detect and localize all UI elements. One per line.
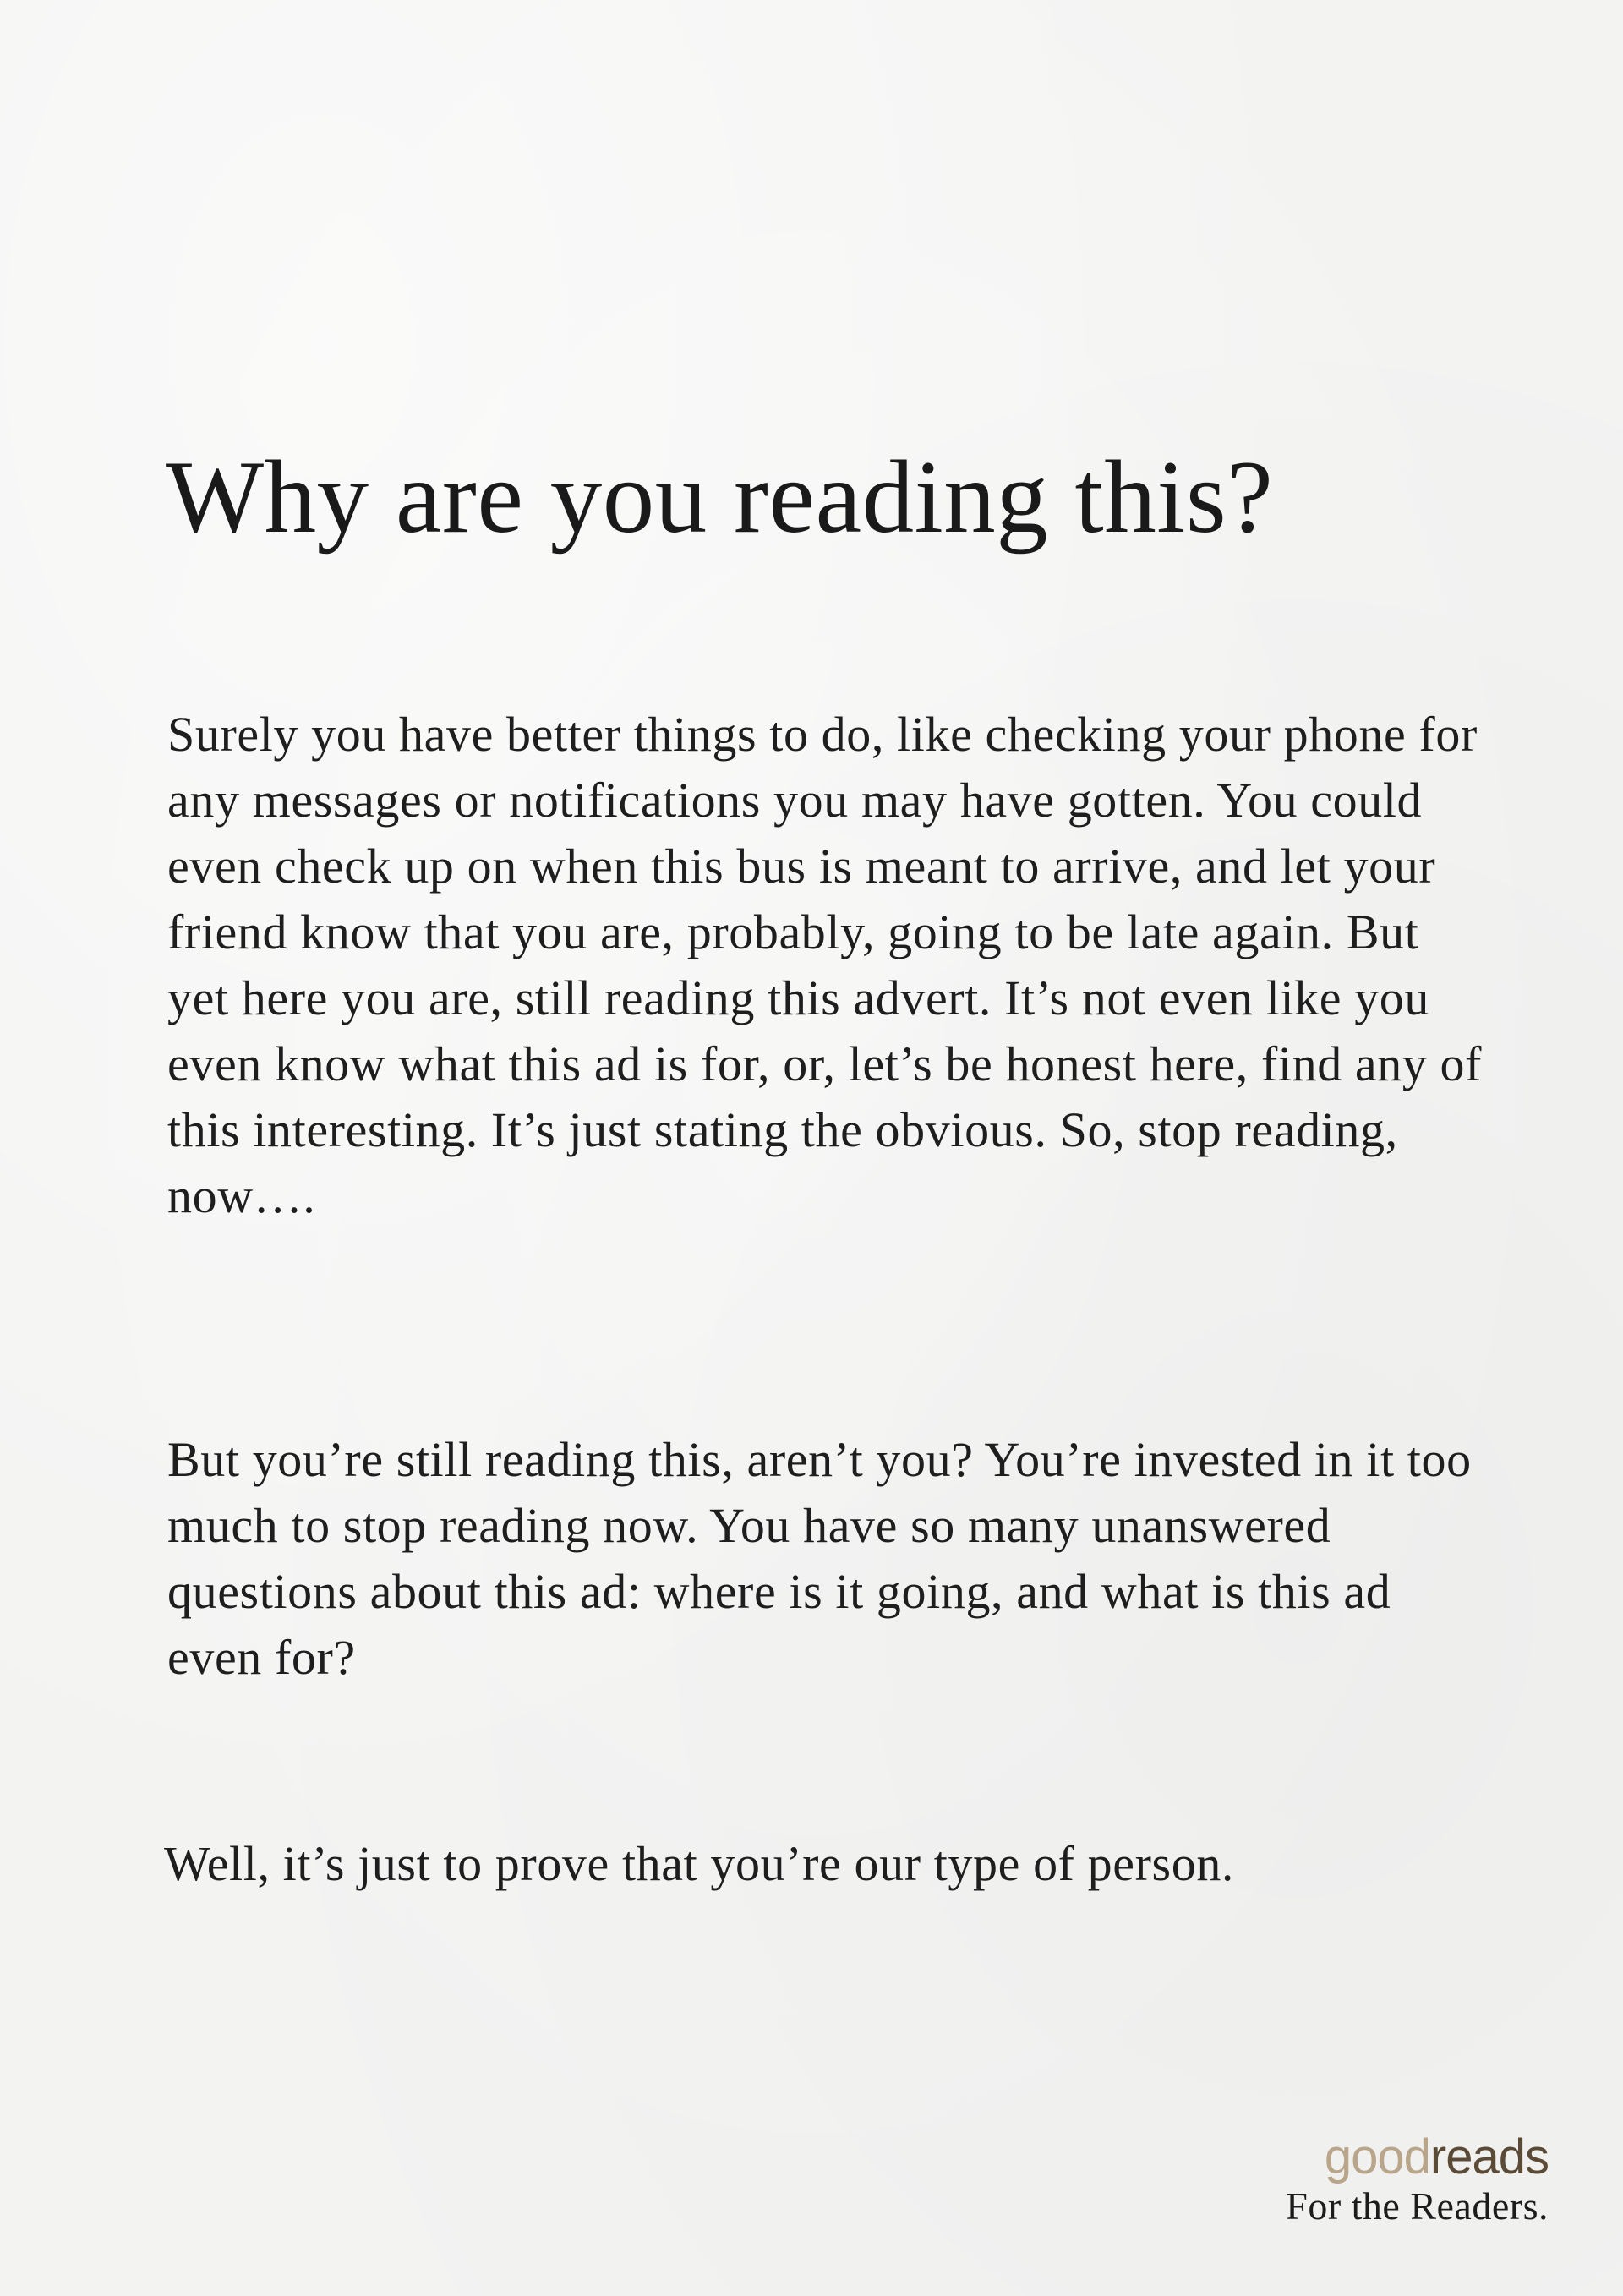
logo-text-light: good (1324, 2129, 1430, 2184)
goodreads-logo (1286, 2130, 1549, 2184)
headline: Why are you reading this? (166, 439, 1274, 555)
body-paragraph-1: Surely you have better things to do, like checking your phone for any messages or notifications you may have gotten. You could even check up on when this bus is meant to arrive, and let your friend know that you are, probably, going to be late again. But yet here you are, still reading this advert. It’s not even like you even know what this ad is for, or, let’s be honest here, find any of this interesting. It’s just stating the obvious. So, stop reading, now…. (167, 707, 1483, 1223)
logo-text-dark: reads (1429, 2129, 1549, 2184)
closing-line: Well, it’s just to prove that you’re our type of person. (164, 1836, 1235, 1891)
tagline: For the Readers. (1286, 2184, 1549, 2228)
brand-block (1286, 2130, 1549, 2230)
body-paragraph-2: But you’re still reading this, aren’t you? You’re invested in it too much to stop reading now. You have so many unanswered questions about this ad: where is it going, and what is this ad even for? (167, 1432, 1472, 1685)
